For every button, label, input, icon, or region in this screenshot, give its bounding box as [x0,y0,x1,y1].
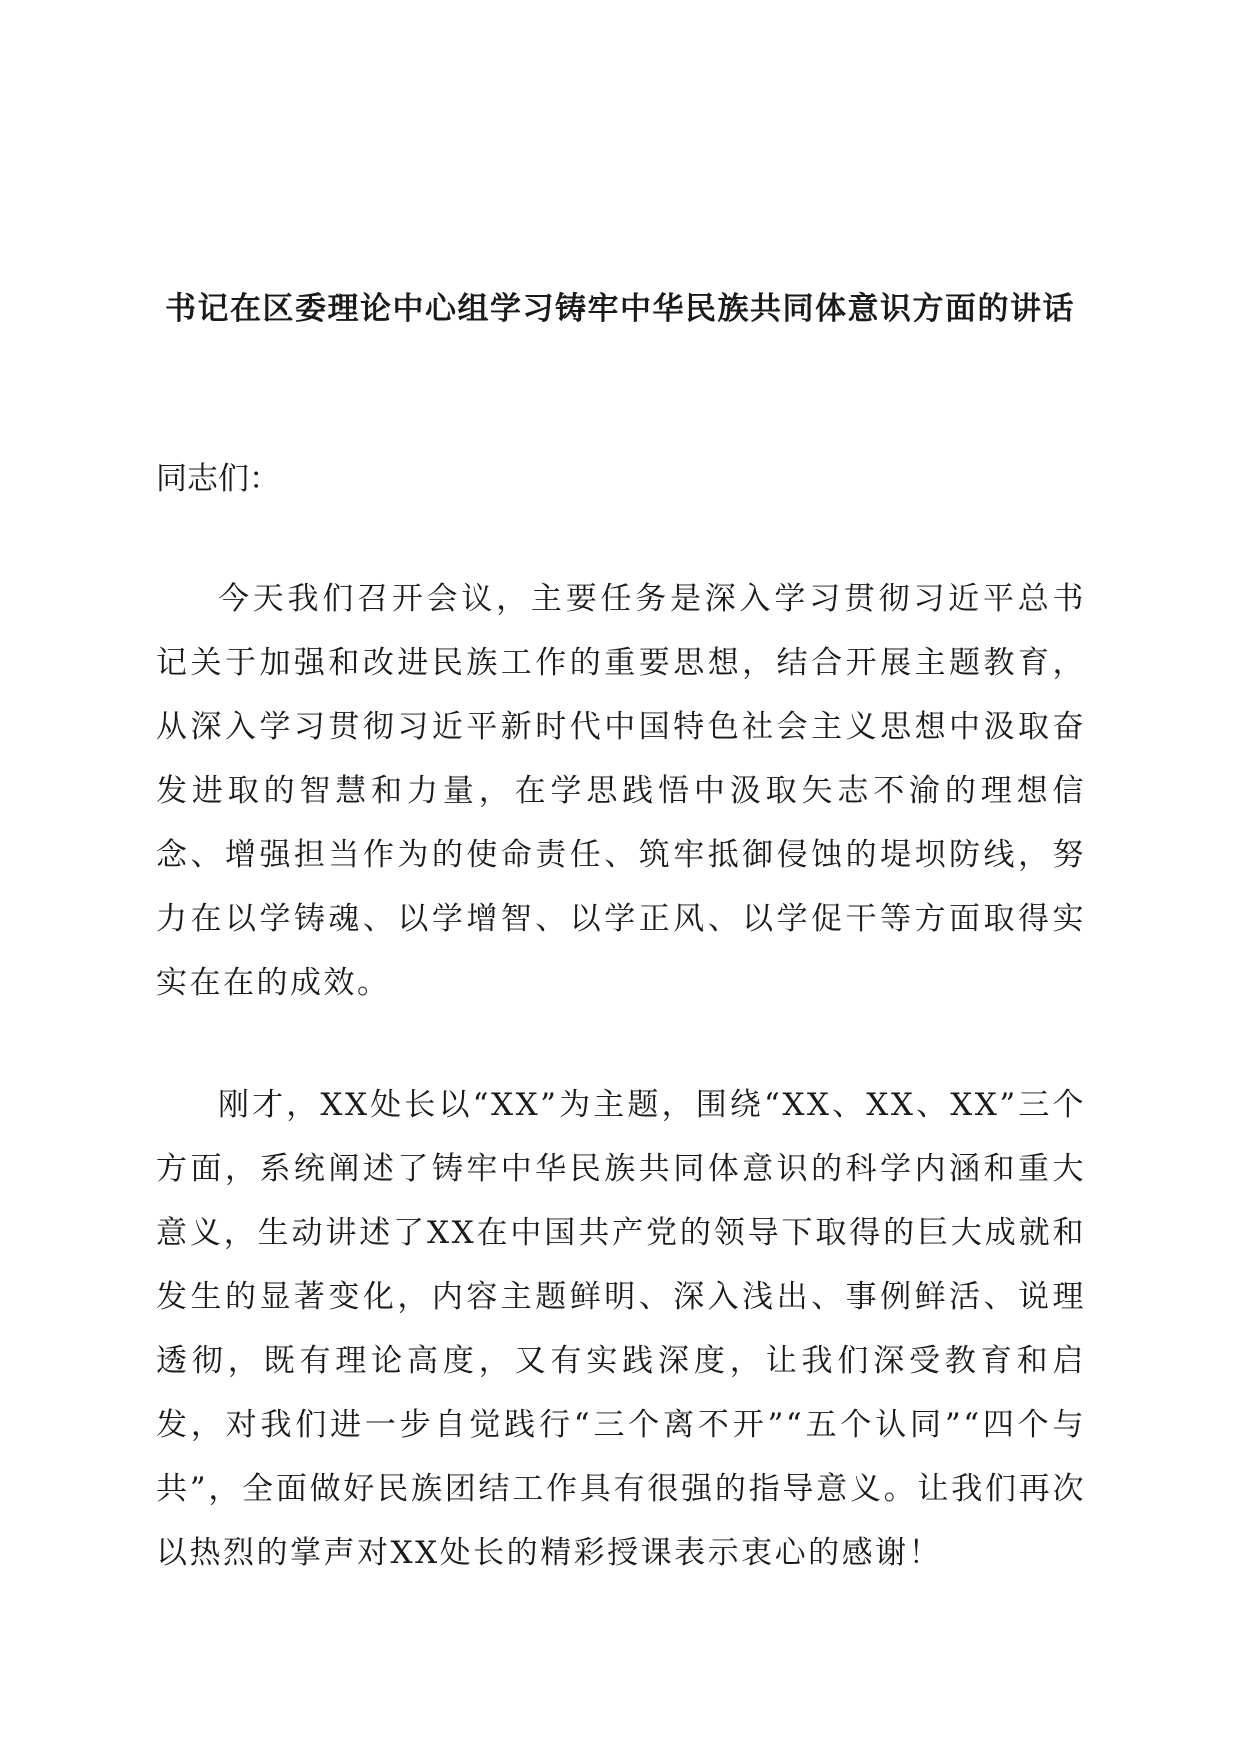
body-paragraph-1: 今天我们召开会议，主要任务是深入学习贯彻习近平总书记关于加强和改进民族工作的重要思想，结合开展主题教育，从深入学习贯彻习近平新时代中国特色社会主义思想中汲取奋发进取的智慧和力量，在学思践悟中汲取矢志不渝的理想信念、增强担当作为的使命责任、筑牢抵御侵蚀的堤坝防线，努力在以学铸魂、以学增智、以学正风、以学促干等方面取得实实在在的成效。 [156,581,1086,1001]
body-paragraph-2: 刚才，XX处长以“XX”为主题，围绕“XX、XX、XX”三个方面，系统阐述了铸牢中华民族共同体意识的科学内涵和重大意义，生动讲述了XX在中国共产党的领导下取得的巨大成就和发生的显著变化，内容主题鲜明、深入浅出、事例鲜活、说理透彻，既有理论高度，又有实践深度，让我们深受教育和启发，对我们进一步自觉践行“三个离不开”“五个认同”“四个与共”，全面做好民族团结工作具有很强的指导意义。让我们再次以热烈的掌声对XX处长的精彩授课表示衷心的感谢！ [156,1087,1086,1571]
salutation: 同志们： [156,461,280,497]
document-title: 书记在区委理论中心组学习铸牢中华民族共同体意识方面的讲话 [165,291,1075,327]
